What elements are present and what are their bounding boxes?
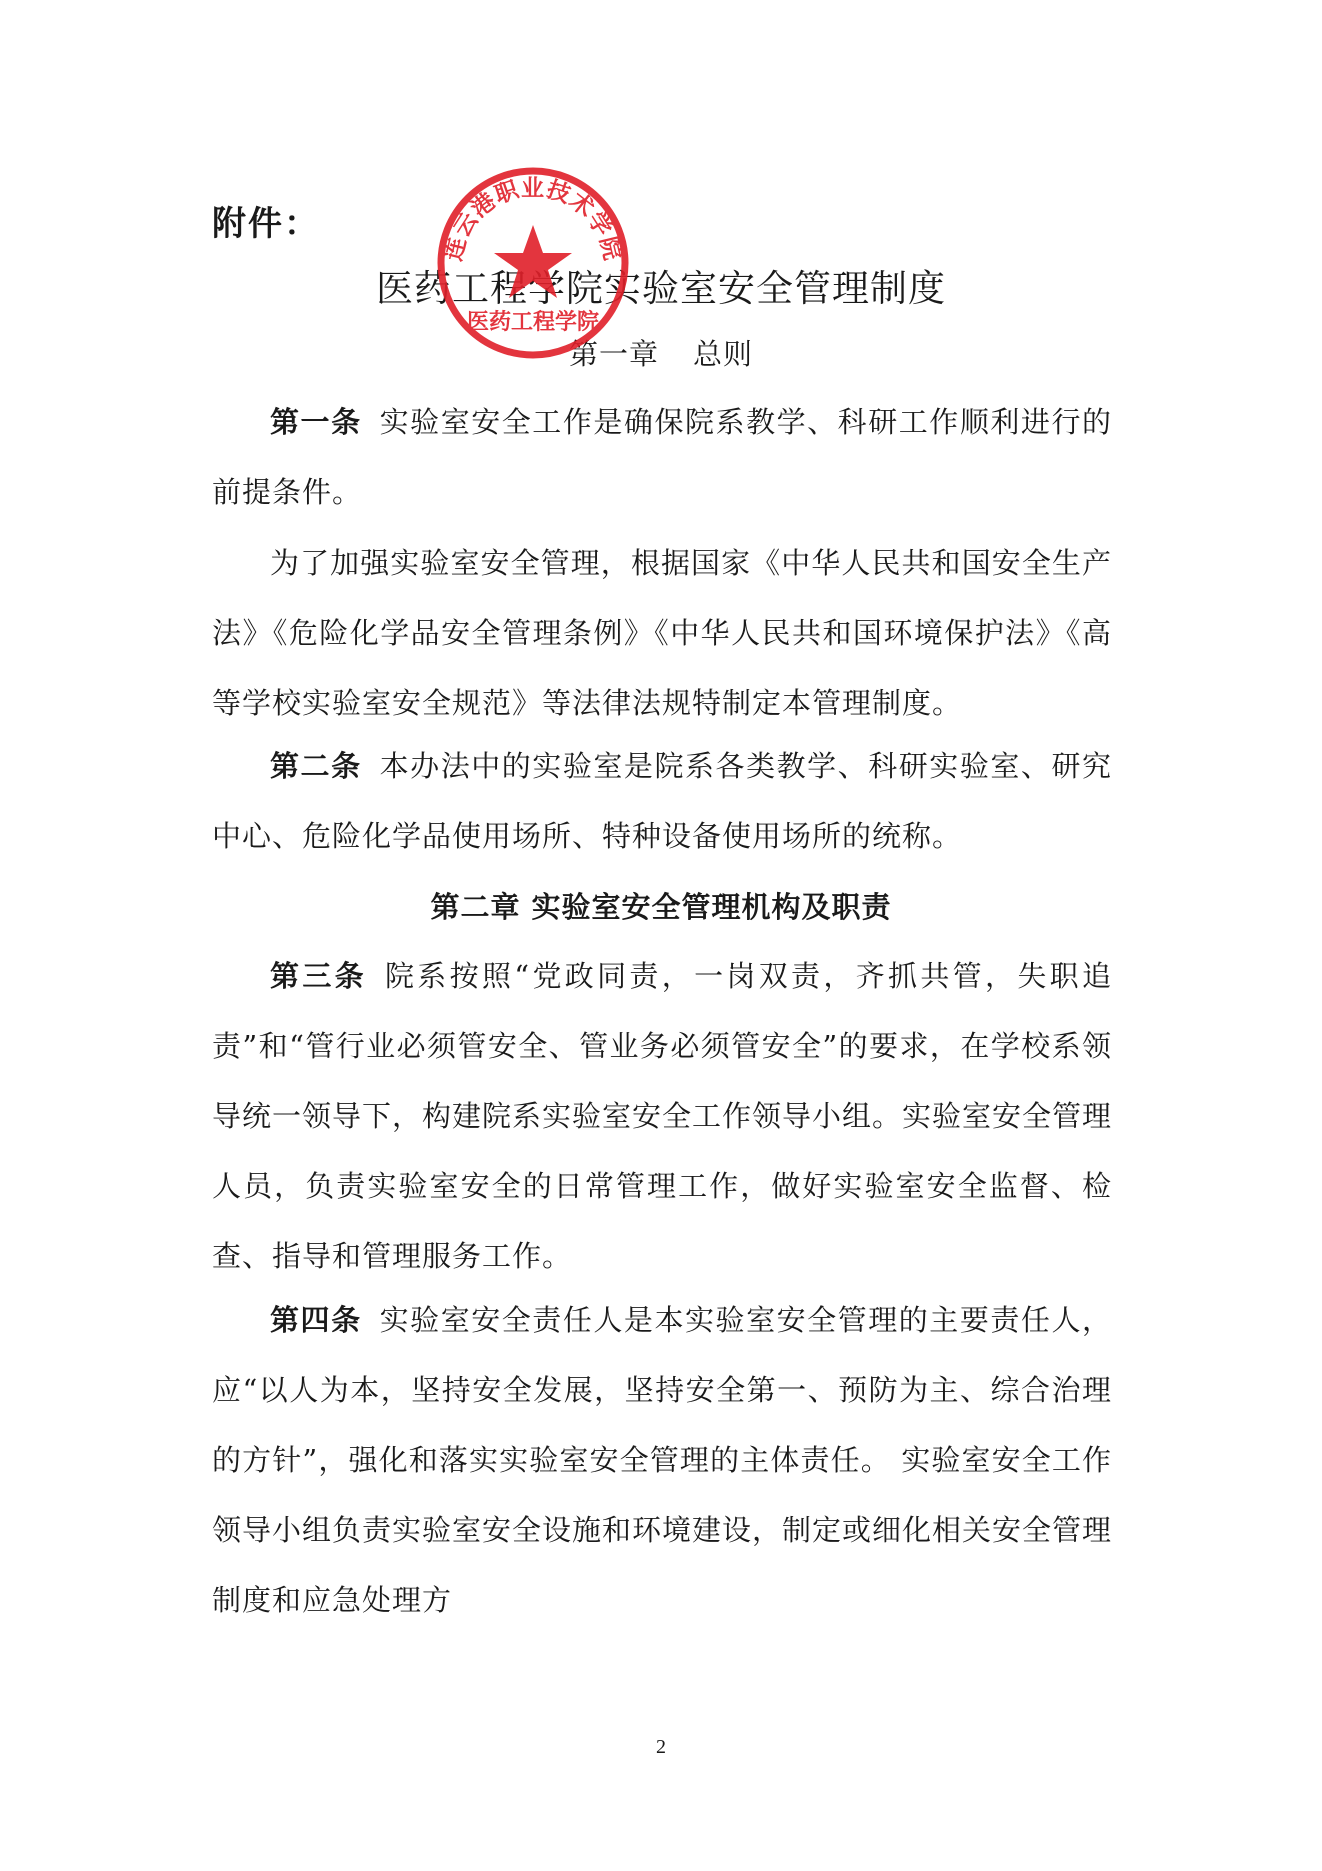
article-2-text: 本办法中的实验室是院系各类教学、科研实验室、研究中心、危险化学品使用场所、特种设备使用场所的统称。 <box>212 749 1112 853</box>
chapter-2-heading: 第二章 实验室安全管理机构及职责 <box>430 890 892 924</box>
page-number: 2 <box>656 1736 666 1758</box>
article-1-basis: 为了加强实验室安全管理，根据国家《中华人民共和国安全生产法》《危险化学品安全管理条例》《中华人民共和国环境保护法》《高等学校实验室安全规范》等法律法规特制定本管理制度。 <box>212 546 1112 720</box>
seal-inner-text: 医药工程学院 <box>466 310 600 335</box>
article-1-text: 实验室安全工作是确保院系教学、科研工作顺利进行的前提条件。 <box>212 405 1112 509</box>
seal-outer-text: 连云港职业技术学院 <box>440 175 626 264</box>
chapter-1-number: 第一章 <box>568 337 659 371</box>
article-1-lead: 第一条 <box>270 405 362 439</box>
chapter-1-name: 总则 <box>693 337 754 371</box>
article-4-text: 实验室安全责任人是本实验室安全管理的主要责任人，应“以人为本，坚持安全发展，坚持安全第一、预防为主、综合治理的方针”，强化和落实实验室安全管理的主体责任。 实验室安全工作领导小组负责实验室安全设施和环境建设，制定或细化相关安全管理制度和应急处理方 <box>212 1303 1113 1617</box>
article-2-lead: 第二条 <box>270 749 362 783</box>
attachment-label: 附件： <box>212 204 320 244</box>
article-3-text: 院系按照“党政同责，一岗双责，齐抓共管，失职追责”和“管行业必须管安全、管业务必须管安全”的要求，在学校系领导统一领导下，构建院系实验室安全工作领导小组。实验室安全管理人员，负责实验室安全的日常管理工作，做好实验室安全监督、检查、指导和管理服务工作。 <box>212 959 1113 1273</box>
article-1 <box>212 387 1112 527</box>
article-3 <box>212 941 1112 1291</box>
document-title: 医药工程学院实验室安全管理制度 <box>376 267 946 310</box>
article-2 <box>212 731 1112 871</box>
chapter-1-heading <box>0 332 1322 373</box>
article-4 <box>212 1285 1112 1635</box>
seal-star-icon <box>494 225 572 298</box>
article-4-lead: 第四条 <box>270 1303 362 1337</box>
article-3-lead: 第三条 <box>270 959 367 993</box>
official-seal-stamp <box>433 163 633 363</box>
